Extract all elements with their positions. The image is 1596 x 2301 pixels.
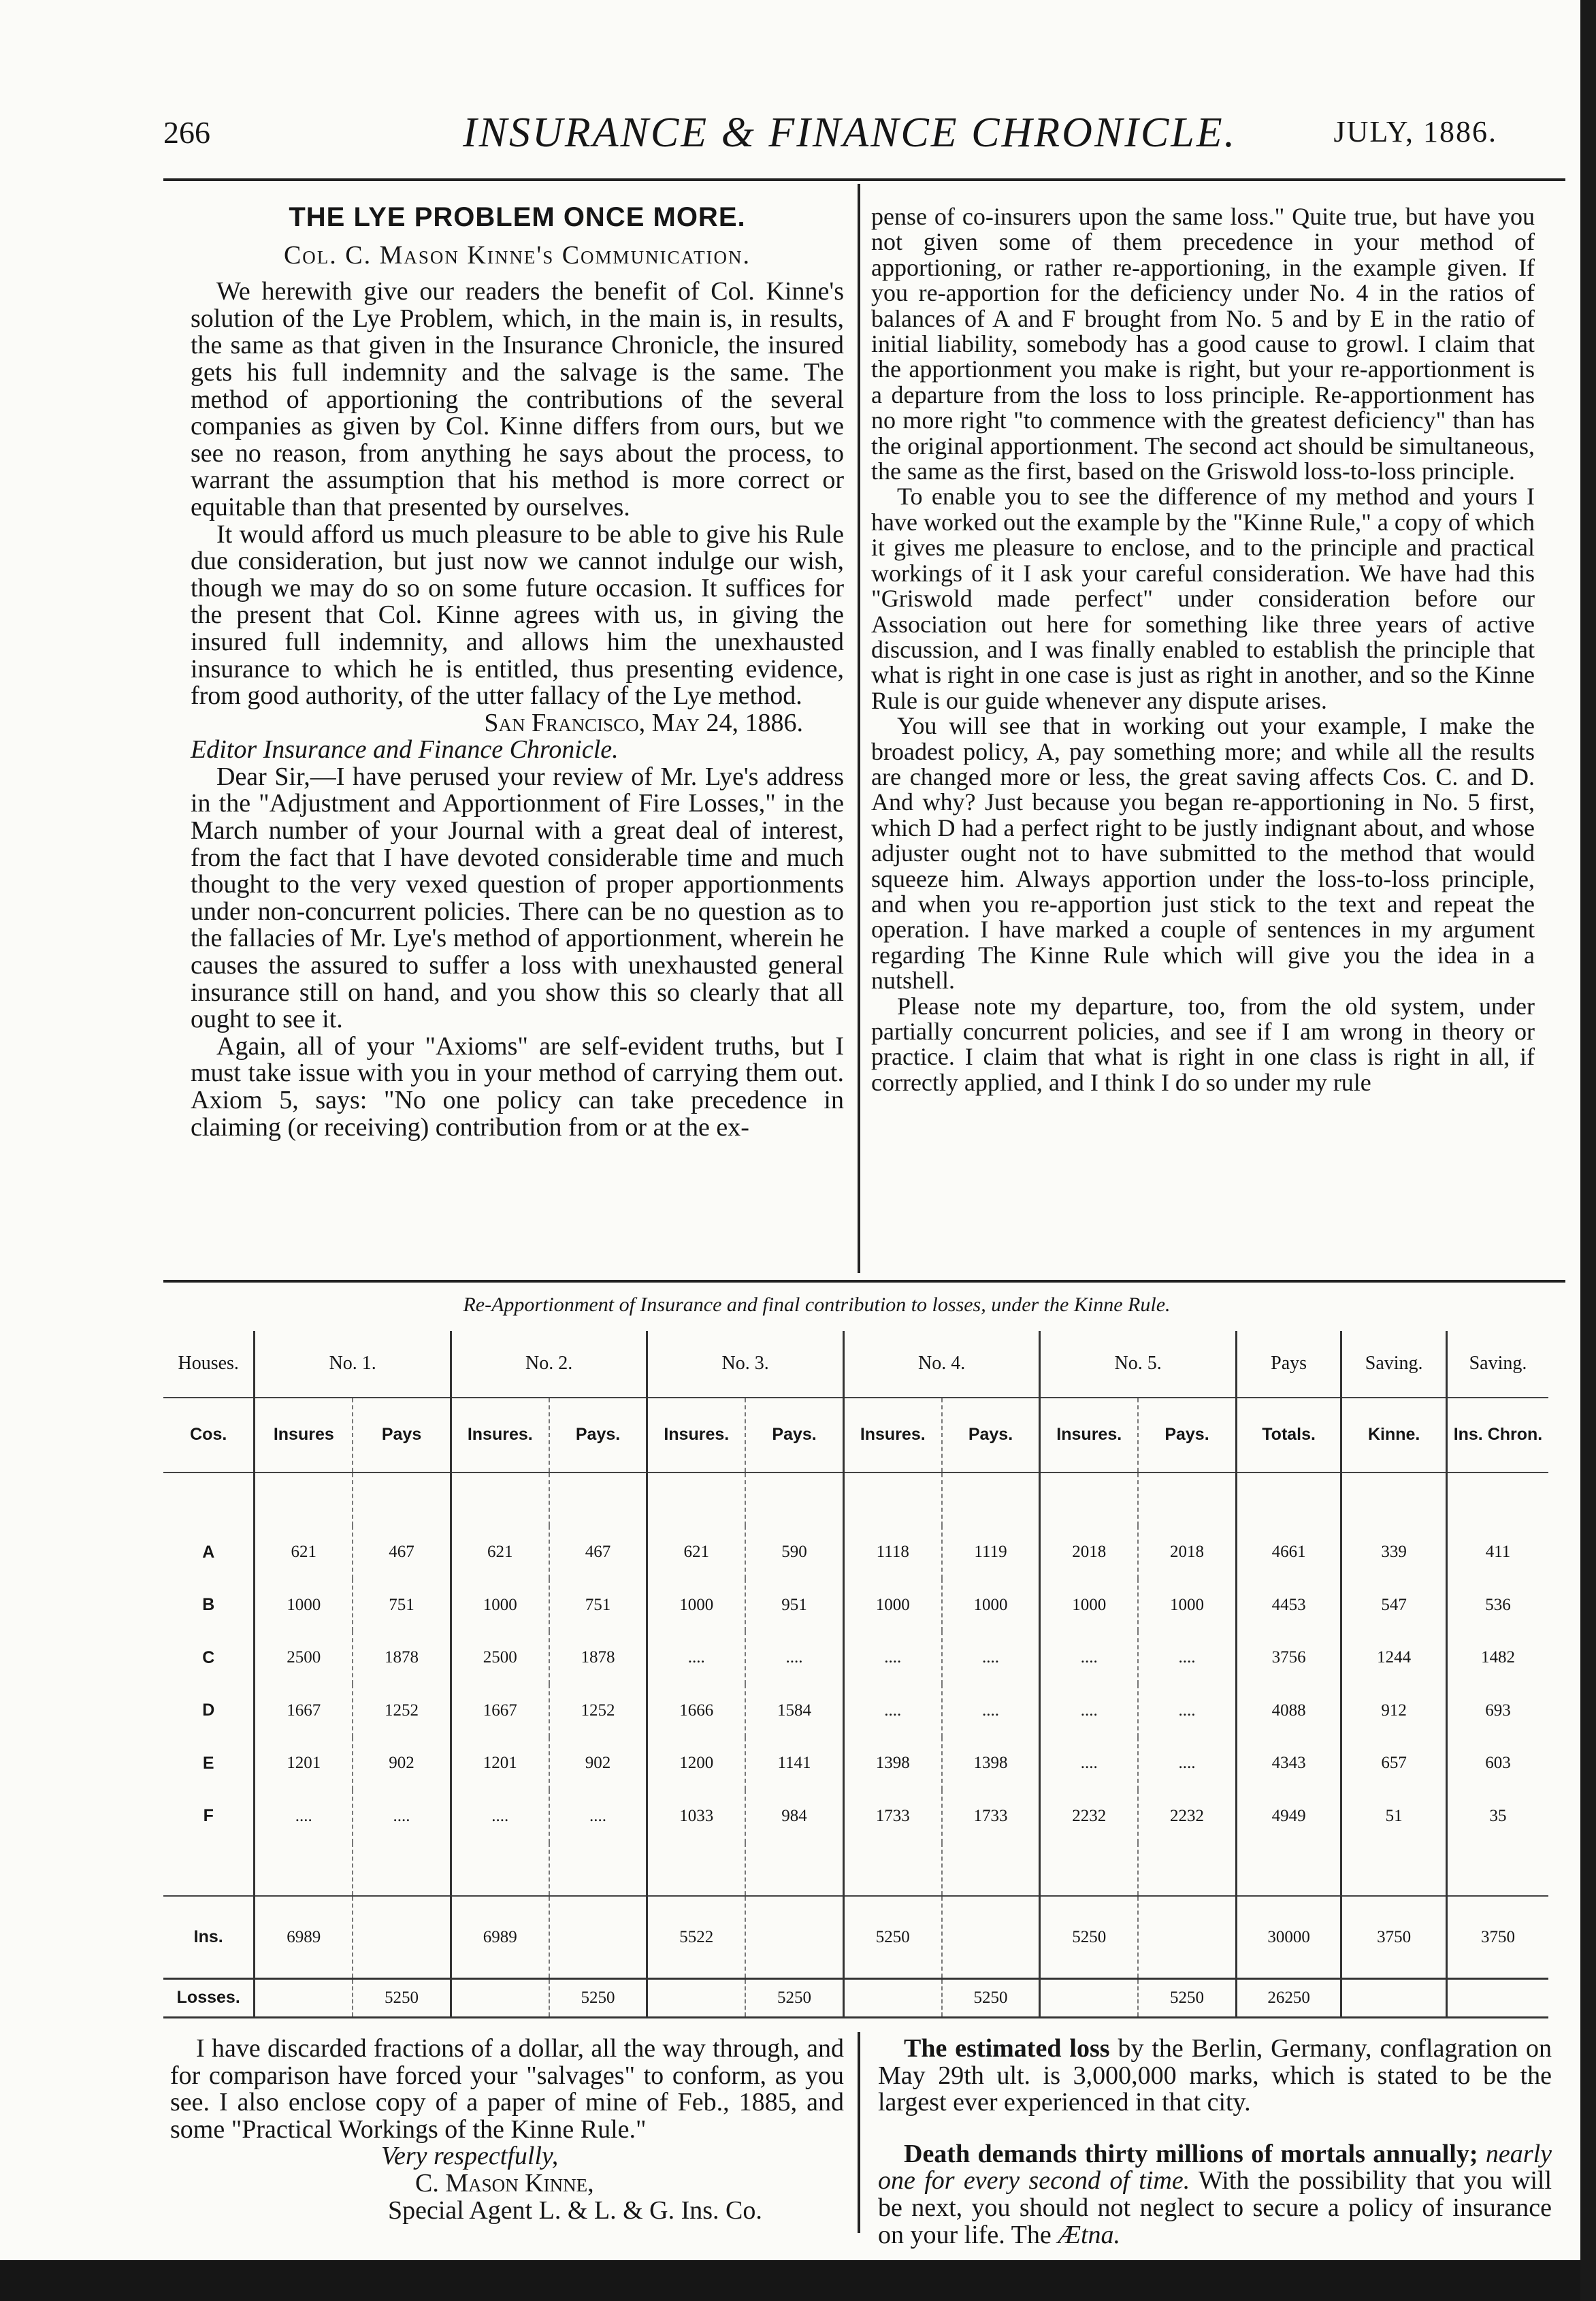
table-cell: 1000 bbox=[451, 1579, 549, 1632]
table-cell: 35 bbox=[1446, 1790, 1548, 1843]
table-cell: .... bbox=[451, 1790, 549, 1843]
table-cell: .... bbox=[549, 1790, 647, 1843]
berlin-note bbox=[878, 2036, 1552, 2117]
table-cell: 1733 bbox=[942, 1790, 1040, 1843]
note-end: Ætna. bbox=[1058, 2220, 1121, 2249]
table-cell: 1201 bbox=[255, 1737, 353, 1790]
subheader-cell: Insures. bbox=[843, 1398, 941, 1473]
table-cell: .... bbox=[1040, 1684, 1138, 1737]
intro-paragraph: It would afford us much pleasure to be able to give his Rule due consideration, but just now we cannot indulge our wish, though we may do so on some future occasion. It suffices for the present that Col. Kinne agrees with us, in giving the insured full indemnity, and allows him the unexhausted insurance to which he is entitled, thus presenting evidence, from good authority, of the utter fallacy of the Lye method. bbox=[191, 519, 844, 711]
table-cell: 411 bbox=[1446, 1526, 1548, 1579]
table-cell: .... bbox=[647, 1631, 745, 1684]
table-cell: 2018 bbox=[1138, 1526, 1236, 1579]
table-row bbox=[163, 1579, 1548, 1632]
table-cell: 5250 bbox=[843, 1896, 941, 1978]
table-cell: 1118 bbox=[843, 1526, 941, 1579]
table-cell: 4949 bbox=[1236, 1790, 1341, 1843]
note-lead: Death demands thirty millions of mortals annually; bbox=[904, 2139, 1478, 2168]
page-header bbox=[163, 102, 1497, 163]
table-cell: F bbox=[203, 1806, 214, 1826]
table-cell: 1201 bbox=[451, 1737, 549, 1790]
table-cell bbox=[255, 1978, 353, 2017]
table-row bbox=[163, 1631, 1548, 1684]
header-saving-chron: Saving. bbox=[1446, 1331, 1548, 1398]
table-cell: 5250 bbox=[942, 1978, 1040, 2017]
table-cell: .... bbox=[1138, 1631, 1236, 1684]
salutation-editor: Editor Insurance and Finance Chronicle. bbox=[191, 735, 619, 765]
table-cell bbox=[942, 1896, 1040, 1978]
table-cell: 1000 bbox=[255, 1579, 353, 1632]
table-cell: 912 bbox=[1341, 1684, 1447, 1737]
table-cell: 1584 bbox=[745, 1684, 843, 1737]
header-house-4: No. 4. bbox=[843, 1331, 1039, 1398]
table-cell: 30000 bbox=[1236, 1896, 1341, 1978]
table-cell: 339 bbox=[1341, 1526, 1447, 1579]
table-row bbox=[163, 1790, 1548, 1843]
table-cell: 603 bbox=[1446, 1737, 1548, 1790]
bottom-column-divider bbox=[858, 2032, 860, 2233]
table-cell: .... bbox=[1040, 1631, 1138, 1684]
table-cell: .... bbox=[353, 1790, 451, 1843]
table-row bbox=[163, 1684, 1548, 1737]
header-rule bbox=[163, 178, 1565, 181]
letter-paragraph: Again, all of your "Axioms" are self-evident truths, but I must take issue with you in your method of carrying them out. Axiom 5, says: "No one policy can take precedence in claiming (or receiving) contribution from or at the ex- bbox=[191, 1031, 844, 1142]
subheader-cell: Pays. bbox=[1138, 1398, 1236, 1473]
page-number: 266 bbox=[163, 115, 210, 150]
table-cell: 467 bbox=[353, 1526, 451, 1579]
header-houses: Houses. bbox=[163, 1331, 255, 1398]
table-cell: 1878 bbox=[549, 1631, 647, 1684]
table-cell: .... bbox=[1138, 1737, 1236, 1790]
table-cell: 4343 bbox=[1236, 1737, 1341, 1790]
table-cell: 1398 bbox=[942, 1737, 1040, 1790]
table-cell: C bbox=[202, 1647, 215, 1667]
table-cell: 51 bbox=[1341, 1790, 1447, 1843]
table-caption: Re-Apportionment of Insurance and final contribution to losses, under the Kinne Rule. bbox=[463, 1293, 1171, 1316]
losses-row bbox=[163, 1978, 1548, 2017]
table-cell: 2500 bbox=[255, 1631, 353, 1684]
letter-closing bbox=[170, 2036, 844, 2224]
publication-title: INSURANCE & FINANCE CHRONICLE. bbox=[463, 110, 1237, 156]
table-cell bbox=[1138, 1896, 1236, 1978]
letter-paragraph: Please note my departure, too, from the old system, under partially concurrent policies, and see if I am wrong in theory or practice. I claim that what is right in one class is right in all, if correctly applied, and I think I do so under my rule bbox=[871, 992, 1535, 1096]
table-cell: 621 bbox=[255, 1526, 353, 1579]
table-cell: 1200 bbox=[647, 1737, 745, 1790]
table-cell: 1000 bbox=[843, 1579, 941, 1632]
table-row bbox=[163, 1737, 1548, 1790]
table-cell: 1482 bbox=[1446, 1631, 1548, 1684]
apportionment-table bbox=[163, 1331, 1548, 2018]
subheader-cell: Insures bbox=[255, 1398, 353, 1473]
subheader-cell: Cos. bbox=[163, 1398, 255, 1473]
table-cell bbox=[549, 1896, 647, 1978]
table-cell: 3756 bbox=[1236, 1631, 1341, 1684]
header-house-5: No. 5. bbox=[1040, 1331, 1236, 1398]
table-cell: A bbox=[202, 1542, 215, 1562]
signature-title: Special Agent L. & L. & G. Ins. Co. bbox=[388, 2195, 762, 2225]
subheader-cell: Totals. bbox=[1236, 1398, 1341, 1473]
table-cell: 1252 bbox=[353, 1684, 451, 1737]
table-cell: .... bbox=[843, 1684, 941, 1737]
letter-paragraph: pense of co-insurers upon the same loss." Quite true, but have you not given some of them precedence in your method of apportioning, or rather re-apportioning, in the example given. If you re-apportion for the deficiency under No. 4 in the ratios of balances of A and F brought from No. 5 and by E in the ratio of initial liability, somebody has a good cause to growl. I claim that the apportionment you make is right, but your re-apportionment is a departure from the loss to loss principle. Re-apportionment has no more right "to commence with the greatest deficiency" than has the original apportionment. The second act should be simultaneous, the same as the first, based on the Griswold loss-to-loss principle. bbox=[871, 203, 1535, 485]
table-cell: 621 bbox=[647, 1526, 745, 1579]
note-body: With the possibility that you will be next, you should not neglect to secure a policy of insurance on your life. The bbox=[878, 2166, 1552, 2249]
table-cell: 6989 bbox=[255, 1896, 353, 1978]
table-cell: Losses. bbox=[163, 1978, 255, 2017]
table-cell: .... bbox=[942, 1631, 1040, 1684]
subheader-cell: Pays. bbox=[549, 1398, 647, 1473]
header-pays: Pays bbox=[1236, 1331, 1341, 1398]
table-cell: 2232 bbox=[1138, 1790, 1236, 1843]
header-house-2: No. 2. bbox=[451, 1331, 647, 1398]
table-cell bbox=[745, 1896, 843, 1978]
table-cell: 5250 bbox=[549, 1978, 647, 2017]
table-cell bbox=[1341, 1978, 1447, 2017]
table-cell: 657 bbox=[1341, 1737, 1447, 1790]
note-lead: The estimated loss bbox=[904, 2034, 1110, 2063]
table-cell: .... bbox=[1040, 1737, 1138, 1790]
signoff: Very respectfully, bbox=[381, 2142, 559, 2171]
table-cell: 1000 bbox=[942, 1579, 1040, 1632]
article-subtitle: Col. C. Mason Kinne's Communication. bbox=[283, 240, 751, 270]
right-column bbox=[871, 204, 1535, 1095]
table-cell: D bbox=[202, 1701, 215, 1720]
table-cell: E bbox=[202, 1753, 214, 1773]
table-cell bbox=[647, 1978, 745, 2017]
table-cell: 693 bbox=[1446, 1684, 1548, 1737]
table-cell: 1733 bbox=[843, 1790, 941, 1843]
subheader-cell: Insures. bbox=[451, 1398, 549, 1473]
table-cell: 2500 bbox=[451, 1631, 549, 1684]
table-cell: Ins. bbox=[163, 1896, 255, 1978]
table-cell: 5250 bbox=[745, 1978, 843, 2017]
table-cell: 467 bbox=[549, 1526, 647, 1579]
table-cell bbox=[1446, 1978, 1548, 2017]
table-cell: .... bbox=[942, 1684, 1040, 1737]
intro-paragraph: We herewith give our readers the benefit of Col. Kinne's solution of the Lye Problem, which, in the main is, in results, the same as that given in the Insurance Chronicle, the insured gets his full indemnity and the salvage is the same. The method of apportioning the contributions of the several companies as given by Col. Kinne differs from ours, but we see no reason, from anything he says about the process, to warrant the assumption that his method is more correct or equitable than that presented by ourselves. bbox=[191, 277, 844, 521]
letter-paragraph: Dear Sir,—I have perused your review of Mr. Lye's address in the "Adjustment and Apportionment of Fire Losses," in the March number of your Journal with a great deal of interest, from the fact that I have devoted considerable time and much thought to the very vexed question of proper apportionments under non-concurrent policies. There can be no question as to the fallacies of Mr. Lye's method of apportionment, wherein he causes the assured to suffer a loss with unexhausted general insurance still on hand, and you show this so clearly that all ought to see it. bbox=[191, 762, 844, 1034]
table-cell bbox=[1040, 1978, 1138, 2017]
table-cell: B bbox=[202, 1595, 215, 1615]
table-cell: 902 bbox=[353, 1737, 451, 1790]
subheader-cell: Pays. bbox=[745, 1398, 843, 1473]
table-cell: 1000 bbox=[647, 1579, 745, 1632]
table-cell: .... bbox=[1138, 1684, 1236, 1737]
aetna-note bbox=[878, 2141, 1552, 2249]
table-cell: 536 bbox=[1446, 1579, 1548, 1632]
table-cell: .... bbox=[843, 1631, 941, 1684]
table-cell: 1667 bbox=[255, 1684, 353, 1737]
table-cell: 2018 bbox=[1040, 1526, 1138, 1579]
table-header-row bbox=[163, 1331, 1548, 1398]
article-title: THE LYE PROBLEM ONCE MORE. bbox=[289, 202, 746, 232]
table-cell bbox=[353, 1896, 451, 1978]
scan-bottom-bar bbox=[0, 2260, 1596, 2301]
table-cell: 1141 bbox=[745, 1737, 843, 1790]
scan-edge-bar bbox=[1580, 0, 1596, 2301]
table-cell: 3750 bbox=[1341, 1896, 1447, 1978]
table-cell bbox=[451, 1978, 549, 2017]
note-body: by the Berlin, Germany, conflagration on May 29th ult. is 3,000,000 marks, which is stated to be the largest ever experienced in that city. bbox=[878, 2034, 1552, 2117]
table-cell: 1667 bbox=[451, 1684, 549, 1737]
table-cell: 751 bbox=[353, 1579, 451, 1632]
table-cell: 1878 bbox=[353, 1631, 451, 1684]
table-cell: 751 bbox=[549, 1579, 647, 1632]
table-cell: 26250 bbox=[1236, 1978, 1341, 2017]
header-saving-kinne: Saving. bbox=[1341, 1331, 1447, 1398]
closing-paragraph: I have discarded fractions of a dollar, all the way through, and for comparison have forced your "salvages" to conform, as you see. I also enclose copy of a paper of mine of Feb., 1885, and some "Practical Workings of the Kinne Rule." bbox=[170, 2034, 844, 2144]
subheader-cell: Kinne. bbox=[1341, 1398, 1447, 1473]
table-cell: 547 bbox=[1341, 1579, 1447, 1632]
table-cell: 1252 bbox=[549, 1684, 647, 1737]
insurance-total-row bbox=[163, 1896, 1548, 1978]
table-cell: 590 bbox=[745, 1526, 843, 1579]
table-cell: 984 bbox=[745, 1790, 843, 1843]
table-cell: 1119 bbox=[942, 1526, 1040, 1579]
subheader-cell: Pays bbox=[353, 1398, 451, 1473]
subheader-cell: Pays. bbox=[942, 1398, 1040, 1473]
column-divider bbox=[858, 184, 860, 1273]
table-cell: 902 bbox=[549, 1737, 647, 1790]
table-cell: 3750 bbox=[1446, 1896, 1548, 1978]
dateline: San Francisco, May 24, 1886. bbox=[484, 708, 803, 737]
table-cell: 1000 bbox=[1138, 1579, 1236, 1632]
header-house-3: No. 3. bbox=[647, 1331, 843, 1398]
table-cell bbox=[843, 1978, 941, 2017]
header-house-1: No. 1. bbox=[255, 1331, 451, 1398]
table-cell: .... bbox=[255, 1790, 353, 1843]
table-subheader-row bbox=[163, 1398, 1548, 1473]
table-cell: 621 bbox=[451, 1526, 549, 1579]
table-cell: 1398 bbox=[843, 1737, 941, 1790]
letter-paragraph: To enable you to see the difference of my method and yours I have worked out the example by the "Kinne Rule," a copy of which it gives me pleasure to enclose, and to the principle and practical workings of it I ask your careful consideration. We have had this "Griswold made perfect" under consideration before our Association out here for something like three years of active discussion, and I was finally enabled to establish the principle that what is right in one case is just as right in another, and so the Kinne Rule is our guide whenever any dispute arises. bbox=[871, 483, 1535, 714]
table-cell: 1666 bbox=[647, 1684, 745, 1737]
table-cell: 1000 bbox=[1040, 1579, 1138, 1632]
table-top-rule bbox=[163, 1280, 1565, 1283]
table-cell: 4088 bbox=[1236, 1684, 1341, 1737]
signature-name: C. Mason Kinne, bbox=[415, 2168, 594, 2198]
subheader-cell: Insures. bbox=[647, 1398, 745, 1473]
note-emphasis: nearly one for every second of time. bbox=[878, 2139, 1552, 2195]
table-cell: 5250 bbox=[353, 1978, 451, 2017]
subheader-cell: Insures. bbox=[1040, 1398, 1138, 1473]
table-cell: 5250 bbox=[1040, 1896, 1138, 1978]
issue-date: JULY, 1886. bbox=[1333, 115, 1497, 148]
table-cell: 5250 bbox=[1138, 1978, 1236, 2017]
letter-paragraph: You will see that in working out your example, I make the broadest policy, A, pay something more; and while all the results are changed more or less, the great saving affects Cos. C. and D. And why? Just because you began re-apportioning in No. 5 first, which D had a perfect right to be justly indignant about, and whose adjuster ought not to have submitted to the method that would squeeze him. Always apportion under the loss-to-loss principle, and when you re-apportion just stick to the text and repeat the operation. I have marked a couple of sentences in my argument regarding The Kinne Rule which will give you the idea in a nutshell. bbox=[871, 712, 1535, 995]
table-row bbox=[163, 1526, 1548, 1579]
left-column bbox=[191, 204, 844, 1141]
table-cell: .... bbox=[745, 1631, 843, 1684]
news-notes bbox=[878, 2036, 1552, 2249]
table-cell: 1033 bbox=[647, 1790, 745, 1843]
table-cell: 2232 bbox=[1040, 1790, 1138, 1843]
table-cell: 4453 bbox=[1236, 1579, 1341, 1632]
table-cell: 1244 bbox=[1341, 1631, 1447, 1684]
table-cell: 5522 bbox=[647, 1896, 745, 1978]
table-cell: 951 bbox=[745, 1579, 843, 1632]
subheader-cell: Ins. Chron. bbox=[1446, 1398, 1548, 1473]
table-cell: 6989 bbox=[451, 1896, 549, 1978]
table-cell: 4661 bbox=[1236, 1526, 1341, 1579]
